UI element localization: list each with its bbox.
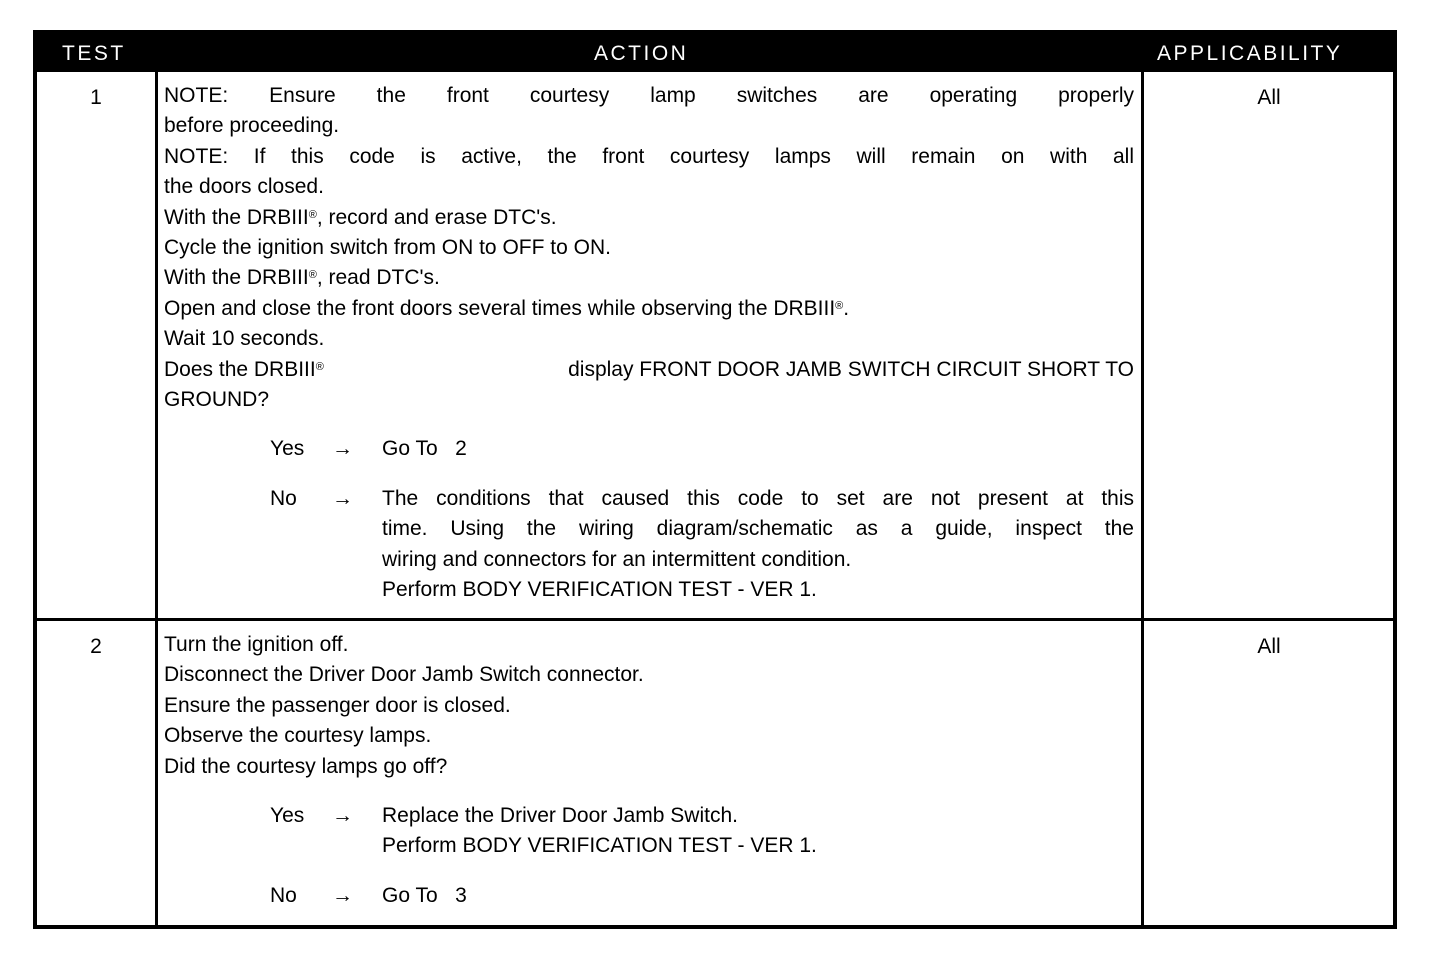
action-line: NOTE: If this code is active, the front courtesy lamps will remain on with all xyxy=(164,144,1134,168)
row-divider xyxy=(37,618,1393,621)
response-line: wiring and connectors for an intermittent condition. xyxy=(382,547,852,571)
action-line: Observe the courtesy lamps. xyxy=(164,724,432,748)
table-header xyxy=(37,34,1393,72)
answer-label: No xyxy=(270,486,297,510)
response-no xyxy=(270,881,1134,911)
response-line: Go To 3 xyxy=(382,883,467,907)
column-divider xyxy=(1141,72,1144,925)
action-line: Open and close the front doors several times while observing the DRBIII®. xyxy=(164,296,850,320)
response-yes xyxy=(270,434,1134,464)
action-line: With the DRBIII®, read DTC's. xyxy=(164,266,440,290)
answer-label: No xyxy=(270,883,297,907)
applicability-value: All xyxy=(1257,635,1281,658)
registered-mark: ® xyxy=(315,360,324,373)
test-number: 1 xyxy=(90,86,102,109)
action-line: Did the courtesy lamps go off? xyxy=(164,754,448,778)
action-line: Turn the ignition off. xyxy=(164,633,349,656)
action-line: Does the DRBIII® display FRONT DOOR JAMB SWITCH CIRCUIT SHORT TO xyxy=(164,357,1134,381)
action-line: NOTE: Ensure the front courtesy lamp switches are operating properly xyxy=(164,84,1134,107)
response-line: Go To 2 xyxy=(382,437,467,461)
response-yes xyxy=(270,801,1134,862)
action-line: the doors closed. xyxy=(164,175,324,199)
action-line: Ensure the passenger door is closed. xyxy=(164,693,511,717)
response-no xyxy=(270,484,1134,606)
action-cell xyxy=(164,81,1134,606)
arrow-icon: → xyxy=(332,486,353,510)
test-table xyxy=(33,30,1397,929)
answer-label: Yes xyxy=(270,437,305,461)
answer-label: Yes xyxy=(270,804,305,828)
header-test: TEST xyxy=(62,42,126,65)
column-divider xyxy=(155,72,158,925)
response-line: Perform BODY VERIFICATION TEST - VER 1. xyxy=(382,578,817,602)
action-cell xyxy=(164,630,1134,911)
action-line: Wait 10 seconds. xyxy=(164,327,325,351)
arrow-icon: → xyxy=(332,883,353,907)
action-line: Disconnect the Driver Door Jamb Switch connector. xyxy=(164,663,644,687)
action-line: With the DRBIII®, record and erase DTC's. xyxy=(164,205,557,229)
header-applicability: APPLICABILITY xyxy=(1157,42,1343,65)
arrow-icon: → xyxy=(332,437,353,461)
response-line: time. Using the wiring diagram/schematic as a guide, inspect the xyxy=(382,517,1134,541)
response-line: Replace the Driver Door Jamb Switch. xyxy=(382,804,738,828)
arrow-icon: → xyxy=(332,804,353,828)
registered-mark: ® xyxy=(308,269,317,282)
registered-mark: ® xyxy=(835,299,844,312)
action-line: before proceeding. xyxy=(164,114,340,138)
response-line: Perform BODY VERIFICATION TEST - VER 1. xyxy=(382,834,817,858)
action-line: Cycle the ignition switch from ON to OFF to ON. xyxy=(164,236,611,260)
registered-mark: ® xyxy=(308,208,317,221)
header-action: ACTION xyxy=(594,42,689,65)
action-line: GROUND? xyxy=(164,388,270,412)
test-number: 2 xyxy=(90,635,102,658)
response-line: The conditions that caused this code to set are not present at this xyxy=(382,486,1134,510)
applicability-value: All xyxy=(1257,86,1281,109)
